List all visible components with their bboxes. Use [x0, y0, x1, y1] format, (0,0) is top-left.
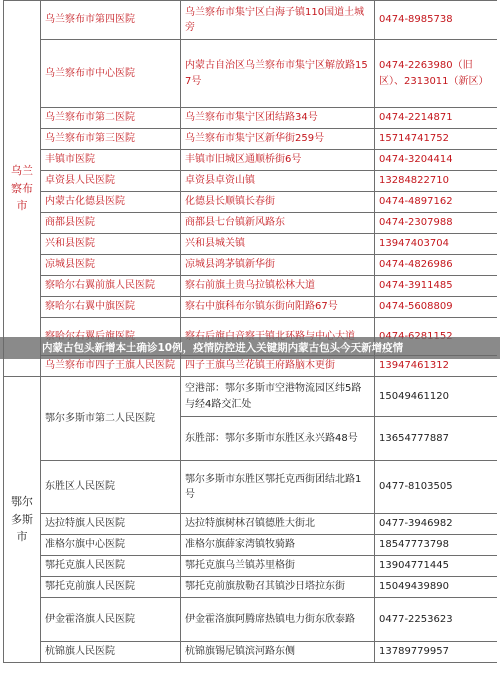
table-row — [4, 577, 498, 598]
table-row — [4, 276, 498, 297]
region-cell: 鄂尔多斯市 — [4, 377, 41, 663]
table-row — [4, 598, 498, 642]
table-row — [4, 535, 498, 556]
hospital-name: 鄂托克前旗人民医院 — [41, 577, 181, 598]
hospital-name: 察哈尔右翼中旗医院 — [41, 297, 181, 318]
hospital-address: 丰镇市旧城区通顺桥街6号 — [181, 150, 375, 171]
region-eerduosi — [4, 377, 498, 663]
hospital-address: 乌兰察布市集宁区新华街259号 — [181, 129, 375, 150]
hospital-address: 伊金霍洛旗阿腾席热镇电力街东欣泰路 — [181, 598, 375, 642]
table-row — [4, 514, 498, 535]
table-row — [4, 1, 498, 40]
hospital-phone: 13654777887 — [375, 417, 498, 461]
table-row — [4, 642, 498, 663]
hospital-phone: 0474-3911485 — [375, 276, 498, 297]
table-row — [4, 556, 498, 577]
hospital-address: 化德县长顺镇长春街 — [181, 192, 375, 213]
hospital-phone: 13284822710 — [375, 171, 498, 192]
table-row — [4, 377, 498, 417]
table-row — [4, 171, 498, 192]
hospital-address: 兴和县城关镇 — [181, 234, 375, 255]
hospital-phone: 15714741752 — [375, 129, 498, 150]
hospital-name: 凉城县医院 — [41, 255, 181, 276]
table-row — [4, 108, 498, 129]
hospital-address: 鄂托克旗乌兰镇苏里格街 — [181, 556, 375, 577]
hospital-phone: 0474-2214871 — [375, 108, 498, 129]
hospital-address: 鄂托克前旗敖勒召其镇沙日塔拉东街 — [181, 577, 375, 598]
hospital-name: 乌兰察布市第二医院 — [41, 108, 181, 129]
hospital-phone: 0474-4897162 — [375, 192, 498, 213]
table-row — [4, 129, 498, 150]
hospital-name: 准格尔旗中心医院 — [41, 535, 181, 556]
hospital-name: 东胜区人民医院 — [41, 461, 181, 514]
hospital-name: 丰镇市医院 — [41, 150, 181, 171]
table-row — [4, 255, 498, 276]
hospital-address: 察右前旗土贵乌拉镇松林大道 — [181, 276, 375, 297]
hospital-phone: 13947461312 — [375, 356, 498, 377]
hospital-address: 空港部：鄂尔多斯市空港物流园区纬5路与经4路交汇处 — [181, 377, 375, 417]
hospital-address: 内蒙古自治区乌兰察布市集宁区解放路157号 — [181, 40, 375, 108]
hospital-name: 察哈尔右翼前旗人民医院 — [41, 276, 181, 297]
hospital-name: 乌兰察布市第三医院 — [41, 129, 181, 150]
table-row — [4, 297, 498, 318]
news-headline-banner[interactable]: 内蒙古包头新增本土确诊10例，疫情防控进入关键期内蒙古包头今天新增疫情 — [0, 337, 500, 359]
hospital-address: 鄂尔多斯市东胜区鄂托克西街团结北路1号 — [181, 461, 375, 514]
hospital-name: 内蒙古化德县医院 — [41, 192, 181, 213]
hospital-name: 乌兰察布市四子王旗人民医院 — [41, 356, 181, 377]
hospital-table — [3, 0, 497, 663]
hospital-address: 凉城县鸿茅镇新华街 — [181, 255, 375, 276]
hospital-phone: 0474-8985738 — [375, 1, 498, 40]
hospital-name: 杭锦旗人民医院 — [41, 642, 181, 663]
region-cell: 乌兰察布市 — [4, 1, 41, 377]
hospital-phone: 13904771445 — [375, 556, 498, 577]
hospital-address: 察右中旗科布尔镇东街向阳路67号 — [181, 297, 375, 318]
hospital-address: 乌兰察布市集宁区白海子镇110国道土城旁 — [181, 1, 375, 40]
hospital-name: 伊金霍洛旗人民医院 — [41, 598, 181, 642]
hospital-phone: 15049461120 — [375, 377, 498, 417]
hospital-phone: 0474-2263980（旧区）、2313011（新区） — [375, 40, 498, 108]
hospital-name: 乌兰察布市中心医院 — [41, 40, 181, 108]
hospital-name: 乌兰察布市第四医院 — [41, 1, 181, 40]
hospital-phone: 0477-3946982 — [375, 514, 498, 535]
hospital-address: 达拉特旗树林召镇德胜大街北 — [181, 514, 375, 535]
hospital-name: 鄂尔多斯市第二人民医院 — [41, 377, 181, 461]
hospital-address: 准格尔旗薛家湾镇牧骑路 — [181, 535, 375, 556]
hospital-address: 杭锦旗锡尼镇滨河路东侧 — [181, 642, 375, 663]
table-row — [4, 40, 498, 108]
table-row — [4, 234, 498, 255]
hospital-address: 东胜部：鄂尔多斯市东胜区永兴路48号 — [181, 417, 375, 461]
hospital-phone: 13947403704 — [375, 234, 498, 255]
hospital-name: 兴和县医院 — [41, 234, 181, 255]
table-row — [4, 150, 498, 171]
table-row — [4, 213, 498, 234]
hospital-address: 乌兰察布市集宁区团结路34号 — [181, 108, 375, 129]
hospital-phone: 0474-3204414 — [375, 150, 498, 171]
hospital-phone: 18547773798 — [375, 535, 498, 556]
hospital-name: 商都县医院 — [41, 213, 181, 234]
hospital-name: 鄂托克旗人民医院 — [41, 556, 181, 577]
hospital-phone: 0474-5608809 — [375, 297, 498, 318]
hospital-phone: 0474-4826986 — [375, 255, 498, 276]
hospital-phone: 13789779957 — [375, 642, 498, 663]
hospital-address: 卓资县卓资山镇 — [181, 171, 375, 192]
hospital-phone: 0477-8103505 — [375, 461, 498, 514]
hospital-name: 卓资县人民医院 — [41, 171, 181, 192]
hospital-address: 四子王旗乌兰花镇王府路脑木更街 — [181, 356, 375, 377]
hospital-phone: 15049439890 — [375, 577, 498, 598]
hospital-phone: 0477-2253623 — [375, 598, 498, 642]
region-wulanchabu — [4, 1, 498, 377]
hospital-address: 商都县七台镇新风路东 — [181, 213, 375, 234]
table-row — [4, 461, 498, 514]
hospital-phone: 0474-2307988 — [375, 213, 498, 234]
hospital-name: 达拉特旗人民医院 — [41, 514, 181, 535]
table-row — [4, 192, 498, 213]
